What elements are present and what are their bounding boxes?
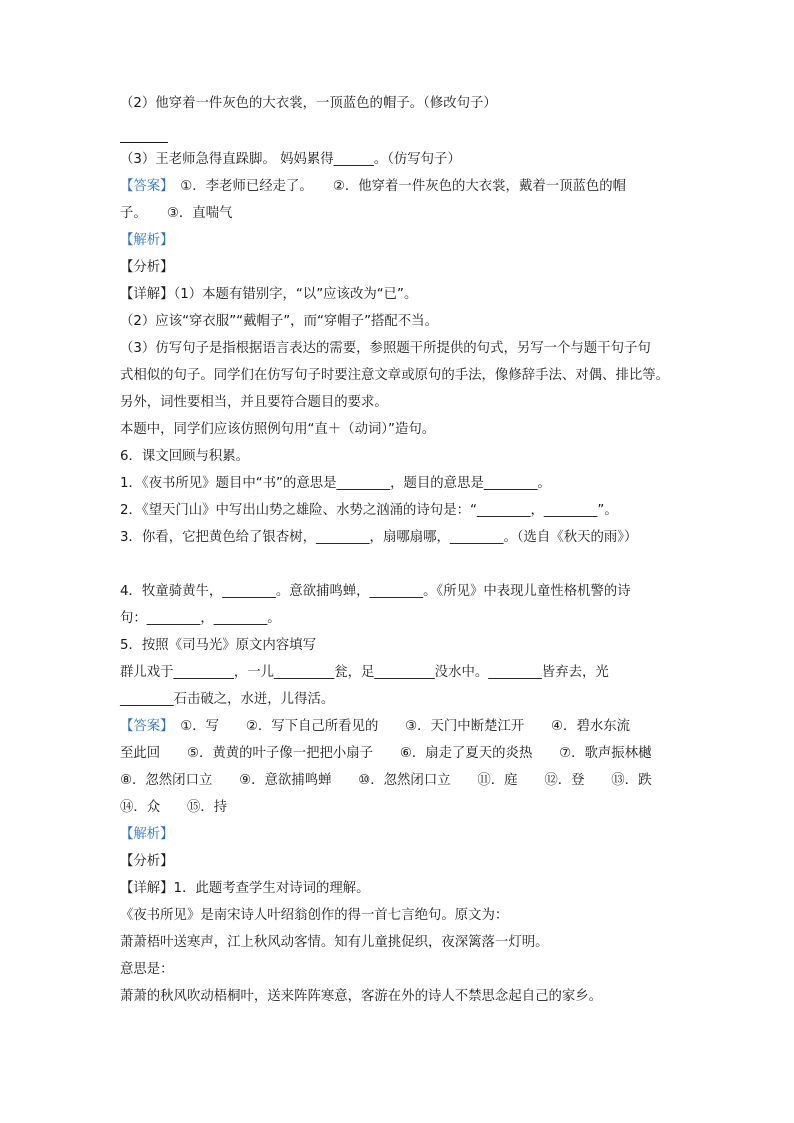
detail2-line-1: 【详解】1．此题考查学生对诗词的理解。 bbox=[120, 881, 370, 896]
question-6-4-a: 4．牧童骑黄牛，________。意欲捕鸣蝉，________。《所见》中表现儿童性格机警的诗 bbox=[120, 584, 631, 599]
question-6-title: 6．课文回顾与积累。 bbox=[120, 449, 250, 464]
meaning-line: 萧萧的秋风吹动梧桐叶，送来阵阵寒意，客游在外的诗人不禁思念起自己的家乡。 bbox=[120, 989, 603, 1004]
answer2-line-1: 【答案】 ①．写 ②．写下自己所看见的 ③．天门中断楚江开 ④．碧水东流 bbox=[120, 719, 630, 734]
answer2-line-2: 至此回 ⑤．黄黄的叶子像一把把小扇子 ⑥．扇走了夏天的炎热 ⑦．歌声振林樾 bbox=[120, 746, 652, 761]
question-6-2: 2．《望天门山》中写出山势之雄险、水势之汹涌的诗句是：“________，________”。 bbox=[120, 503, 618, 518]
answer-line-1: 【答案】 ①．李老师已经走了。 ②．他穿着一件灰色的大衣裳，戴着一顶蓝色的帽 bbox=[120, 179, 627, 194]
fenxi-line-2: 【分析】 bbox=[120, 854, 174, 869]
analysis-tag: 【解析】 bbox=[120, 233, 174, 248]
detail-line-1: 【详解】（1）本题有错别字，“以”应该改为“已”。 bbox=[120, 287, 418, 302]
question-6-3: 3．你看，它把黄色给了银杏树，________，扇哪扇哪，________。（选自《秋天的雨》） bbox=[120, 530, 638, 545]
detail2-line-2: 《夜书所见》是南宋诗人叶绍翁创作的得一首七言绝句。原文为： bbox=[120, 908, 509, 923]
sima-guang-line-2: ________石击破之，水迸，儿得活。 bbox=[120, 692, 335, 707]
question-6-4-b: 句：________，________。 bbox=[120, 611, 281, 626]
answer-tag-2: 【答案】 bbox=[120, 719, 167, 734]
answer-line-2: 子。 ③．直喘气 bbox=[120, 206, 233, 221]
detail-line-6: 本题中，同学们应该仿照例句用“直＋（动词）”造句。 bbox=[120, 422, 436, 437]
analysis-tag-line-2 bbox=[120, 825, 680, 845]
detail-line-3: （3）仿写句子是指根据语言表达的需要，参照题干所提供的句式，另写一个与题干句子句 bbox=[120, 341, 651, 356]
question-6-5: 5．按照《司马光》原文内容填写 bbox=[120, 638, 316, 653]
meaning-label: 意思是： bbox=[120, 962, 174, 977]
question-3-line: （3）王老师急得直跺脚。 妈妈累得______。（仿写句子） bbox=[120, 152, 461, 167]
question-6-1: 1．《夜书所见》题目中“书”的意思是________，题目的意思是________。 bbox=[120, 476, 551, 491]
detail-line-5: 另外，词性要相当，并且要符合题目的要求。 bbox=[120, 395, 388, 410]
sima-guang-line-1: 群儿戏于_________，一儿_________瓮，足_________没水中。________皆弃去，光 bbox=[120, 665, 609, 680]
answer2-line-4: ⑭．众 ⑮．持 bbox=[120, 800, 228, 815]
poem-line: 萧萧梧叶送寒声，江上秋风动客情。知有儿童挑促织，夜深篱落一灯明。 bbox=[120, 935, 549, 950]
fenxi-line: 【分析】 bbox=[120, 260, 174, 275]
answer2-line-3: ⑧．忽然闭口立 ⑨．意欲捕鸣蝉 ⑩．忽然闭口立 ⑪．庭 ⑫．登 ⑬．跌 bbox=[120, 773, 652, 788]
detail-line-2: （2）应该“穿衣服”“戴帽子”，而“穿帽子”搭配不当。 bbox=[120, 314, 438, 329]
detail-line-4: 式相似的句子。同学们在仿写句子时要注意文章或原句的手法，像修辞手法、对偶、排比等。 bbox=[120, 368, 670, 383]
analysis-tag-2: 【解析】 bbox=[120, 827, 174, 842]
answer-tag: 【答案】 bbox=[120, 179, 167, 194]
answer-blank-line bbox=[120, 128, 680, 148]
question-2-line: （2）他穿着一件灰色的大衣裳，一顶蓝色的帽子。（修改句子） bbox=[120, 96, 497, 111]
analysis-tag-line bbox=[120, 231, 680, 251]
